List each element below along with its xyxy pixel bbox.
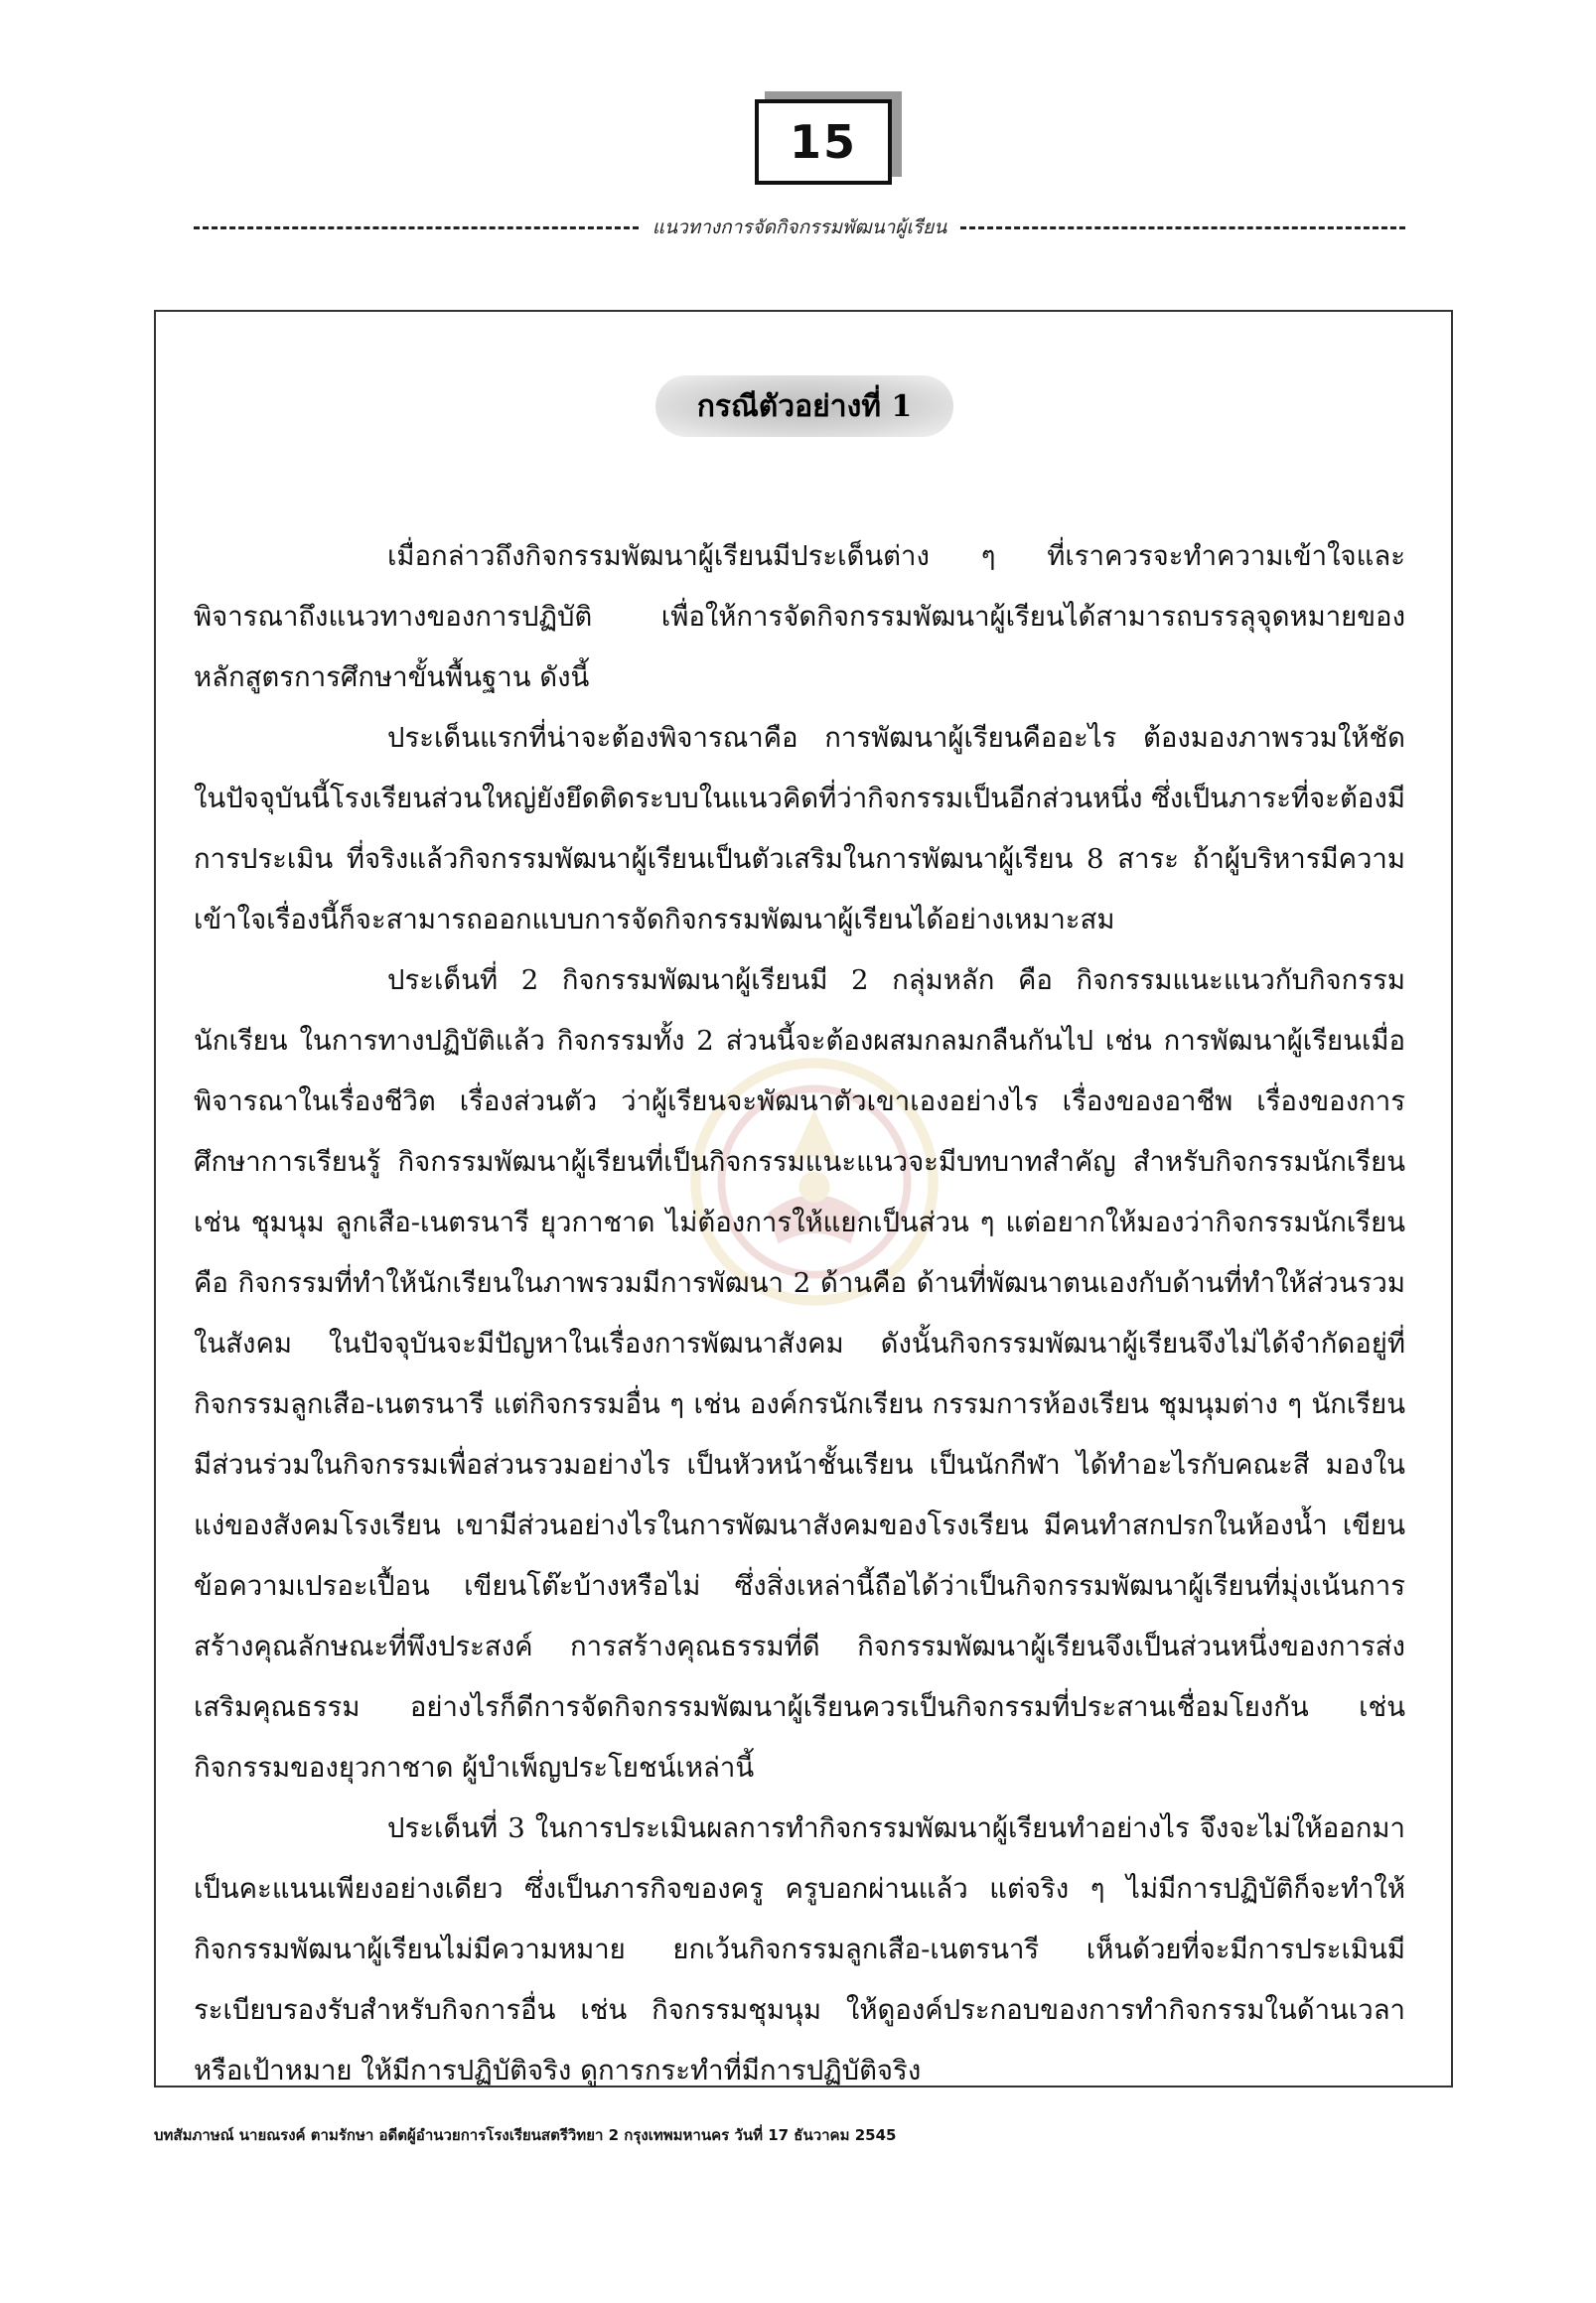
running-header <box>194 213 1405 242</box>
case-title-badge <box>655 375 953 437</box>
paragraph: เมื่อกล่าวถึงกิจกรรมพัฒนาผู้เรียนมีประเด็นต่าง ๆ ที่เราควรจะทำความเข้าใจและพิจารณาถึงแนวทางของการปฏิบัติ เพื่อให้การจัดกิจกรรมพัฒนาผู้เรียนได้สามารถบรรลุจุดหมายของหลักสูตรการศึกษาขั้นพื้นฐาน ดังนี้ <box>194 540 1405 693</box>
paragraph: ประเด็นที่ 3 ในการประเมินผลการทำกิจกรรมพัฒนาผู้เรียนทำอย่างไร จึงจะไม่ให้ออกมาเป็นคะแนนเพียงอย่างเดียว ซึ่งเป็นภารกิจของครู ครูบอกผ่านแล้ว แต่จริง ๆ ไม่มีการปฏิบัติก็จะทำให้กิจกรรมพัฒนาผู้เรียนไม่มีความหมาย ยกเว้นกิจกรรมลูกเสือ-เนตรนารี เห็นด้วยที่จะมีการประเมินมีระเบียบรองรับสำหรับกิจการอื่น เช่น กิจกรรมชุมนุม ให้ดูองค์ประกอบของการทำกิจกรรมในด้านเวลา หรือเป้าหมาย ให้มีการปฏิบัติจริง ดูการกระทำที่มีการปฏิบัติจริง <box>194 1812 1405 2087</box>
header-dashed-rule-left <box>194 226 639 229</box>
page-number-box <box>755 99 892 185</box>
article-body <box>194 526 1405 2101</box>
footer-citation: บทสัมภาษณ์ นายณรงค์ ตามรักษา อดีตผู้อำนวยการโรงเรียนสตรีวิทยา 2 กรุงเทพมหานคร วันที่ 17 ธันวาคม 2545 <box>154 2126 897 2144</box>
paragraph: ประเด็นที่ 2 กิจกรรมพัฒนาผู้เรียนมี 2 กลุ่มหลัก คือ กิจกรรมแนะแนวกับกิจกรรมนักเรียน ในการทางปฏิบัติแล้ว กิจกรรมทั้ง 2 ส่วนนี้จะต้องผสมกลมกลืนกันไป เช่น การพัฒนาผู้เรียนเมื่อพิจารณาในเรื่องชีวิต เรื่องส่วนตัว ว่าผู้เรียนจะพัฒนาตัวเขาเองอย่างไร เรื่องของอาชีพ เรื่องของการศึกษาการเรียนรู้ กิจกรรมพัฒนาผู้เรียนที่เป็นกิจกรรมแนะแนวจะมีบทบาทสำคัญ สำหรับกิจกรรมนักเรียน เช่น ชุมนุม ลูกเสือ-เนตรนารี ยุวกาชาด ไม่ต้องการให้แยกเป็นส่วน ๆ แต่อยากให้มองว่ากิจกรรมนักเรียน คือ กิจกรรมที่ทำให้นักเรียนในภาพรวมมีการพัฒนา 2 ด้านคือ ด้านที่พัฒนาตนเองกับด้านที่ทำให้ส่วนรวมในสังคม ในปัจจุบันจะมีปัญหาในเรื่องการพัฒนาสังคม ดังนั้นกิจกรรมพัฒนาผู้เรียนจึงไม่ได้จำกัดอยู่ที่กิจกรรมลูกเสือ-เนตรนารี แต่กิจกรรมอื่น ๆ เช่น องค์กรนักเรียน กรรมการห้องเรียน ชุมนุมต่าง ๆ นักเรียนมีส่วนร่วมในกิจกรรมเพื่อส่วนรวมอย่างไร เป็นหัวหน้าชั้นเรียน เป็นนักกีฬา ได้ทำอะไรกับคณะสี มองในแง่ของสังคมโรงเรียน เขามีส่วนอย่างไรในการพัฒนาสังคมของโรงเรียน มีคนทำสกปรกในห้องน้ำ เขียนข้อความเปรอะเปื้อน เขียนโต๊ะบ้างหรือไม่ ซึ่งสิ่งเหล่านี้ถือได้ว่าเป็นกิจกรรมพัฒนาผู้เรียนที่มุ่งเน้นการสร้างคุณลักษณะที่พึงประสงค์ การสร้างคุณธรรมที่ดี กิจกรรมพัฒนาผู้เรียนจึงเป็นส่วนหนึ่งของการส่งเสริมคุณธรรม อย่างไรก็ดีการจัดกิจกรรมพัฒนาผู้เรียนควรเป็นกิจกรรมที่ประสานเชื่อมโยงกัน เช่น กิจกรรมของยุวกาชาด ผู้บำเพ็ญประโยชน์เหล่านี้ <box>194 964 1405 1784</box>
header-title: แนวทางการจัดกิจกรรมพัฒนาผู้เรียน <box>652 216 947 238</box>
page-number: 15 <box>789 115 857 169</box>
paragraph: ประเด็นแรกที่น่าจะต้องพิจารณาคือ การพัฒนาผู้เรียนคืออะไร ต้องมองภาพรวมให้ชัด ในปัจจุบันนี้โรงเรียนส่วนใหญ่ยังยึดติดระบบในแนวคิดที่ว่ากิจกรรมเป็นอีกส่วนหนึ่ง ซึ่งเป็นภาระที่จะต้องมีการประเมิน ที่จริงแล้วกิจกรรมพัฒนาผู้เรียนเป็นตัวเสริมในการพัฒนาผู้เรียน 8 สาระ ถ้าผู้บริหารมีความเข้าใจเรื่องนี้ก็จะสามารถออกแบบการจัดกิจกรรมพัฒนาผู้เรียนได้อย่างเหมาะสม <box>194 722 1405 936</box>
case-title: กรณีตัวอย่างที่ 1 <box>696 388 913 424</box>
header-dashed-rule-right <box>960 226 1405 229</box>
